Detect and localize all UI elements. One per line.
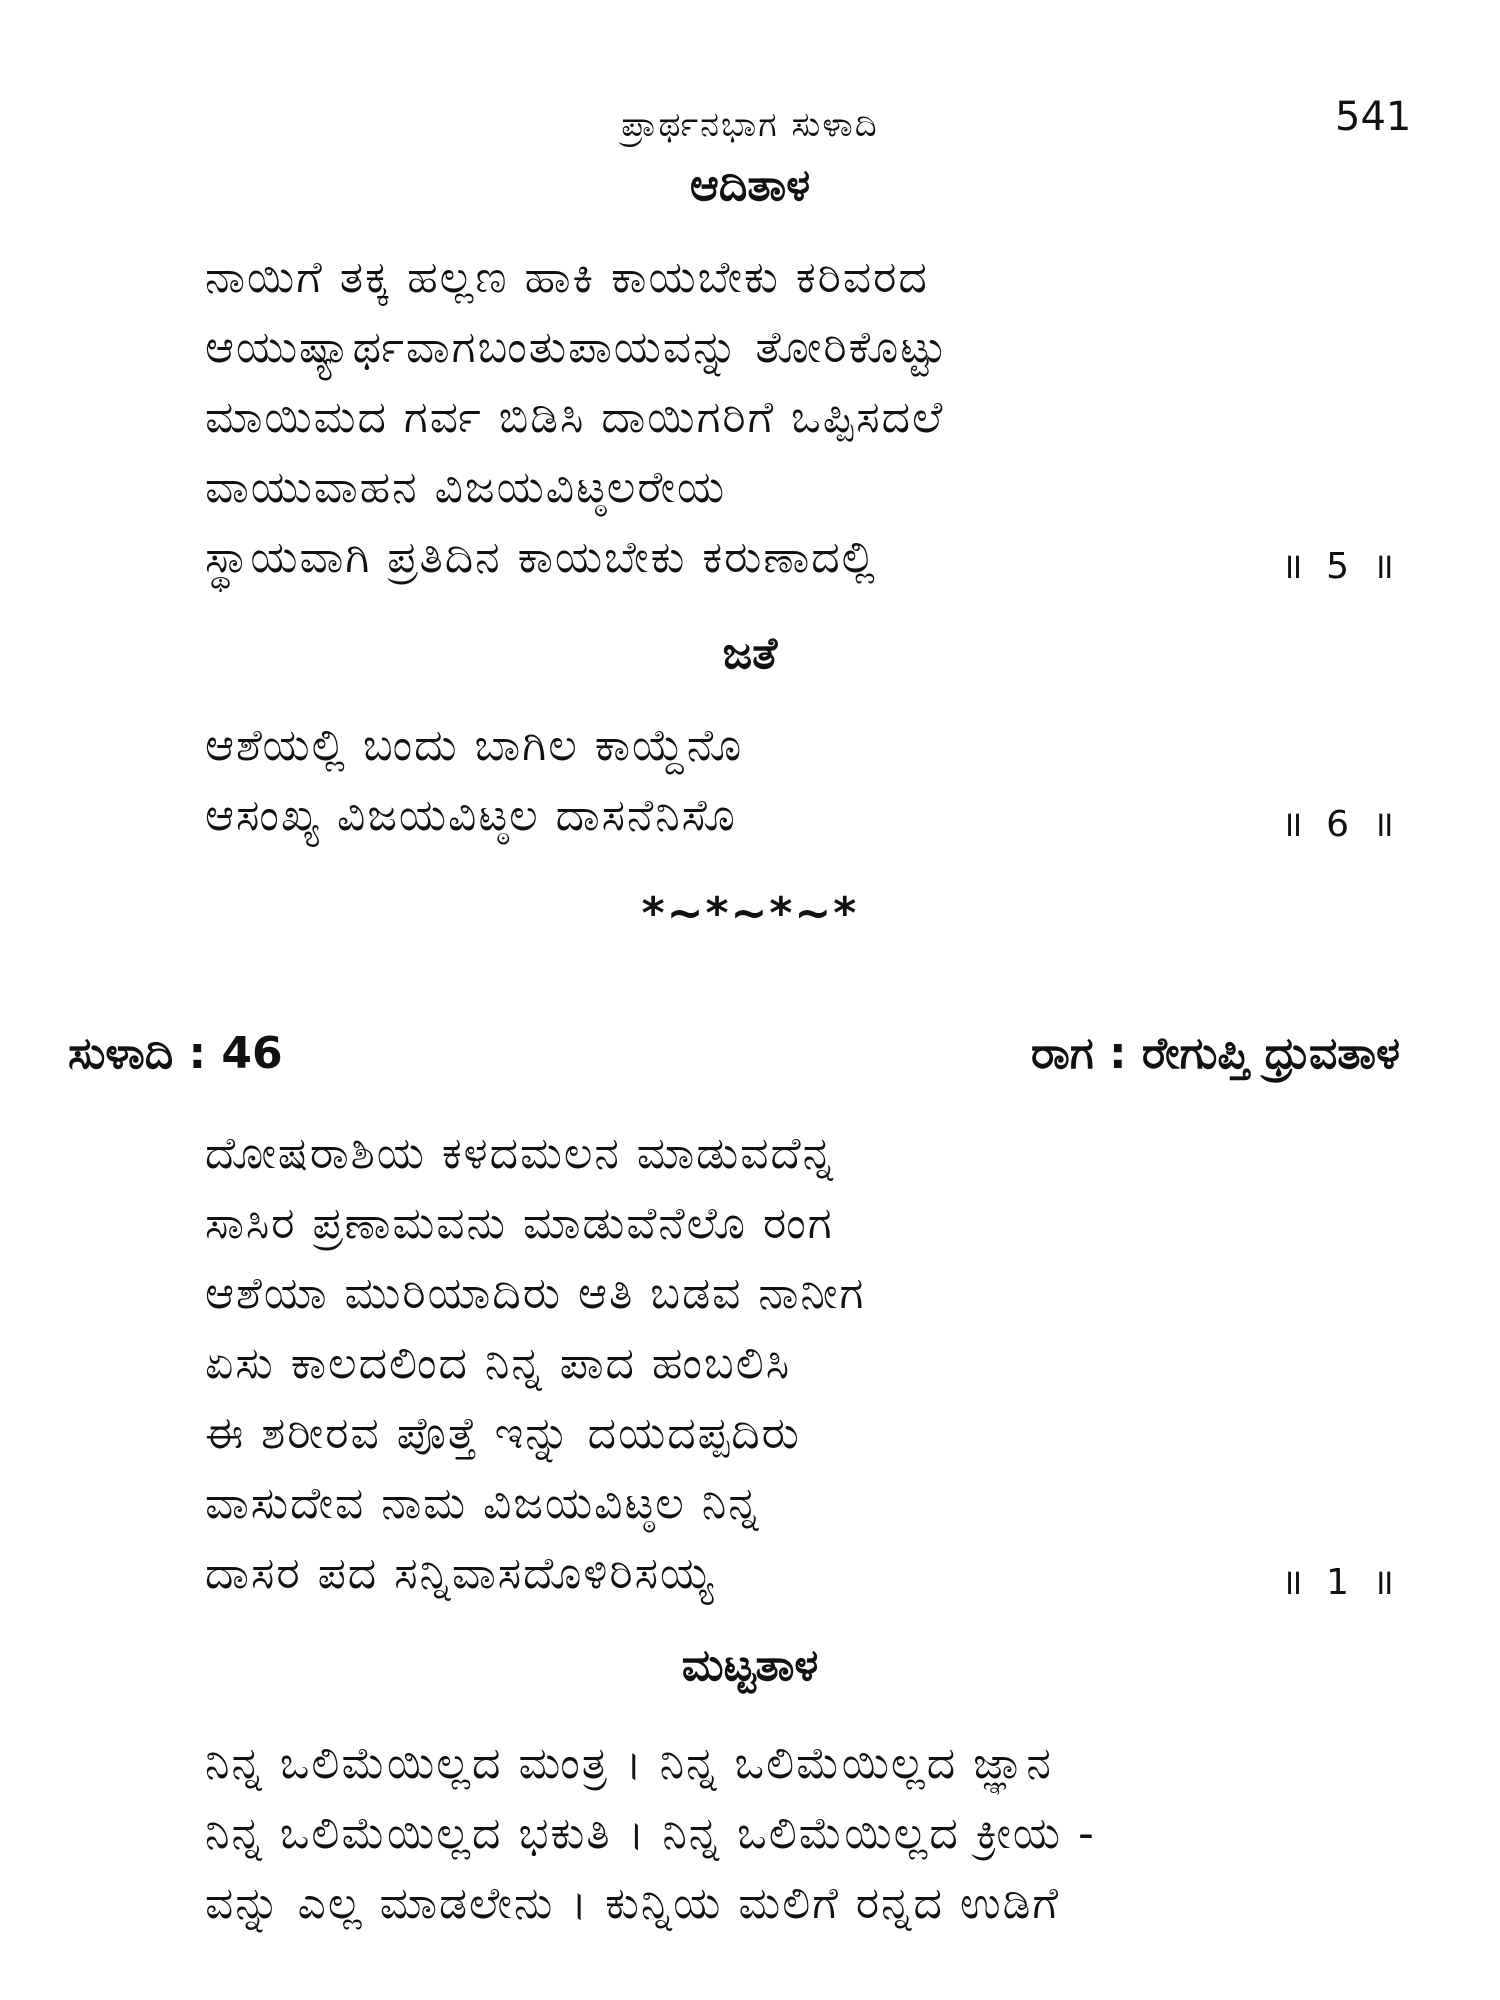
verse-number-mark: ॥ 5 ॥ <box>1281 546 1400 587</box>
verse-line: ನಿನ್ನ ಒಲಿಮೆಯಿಲ್ಲದ ಭಕುತಿ । ನಿನ್ನ ಒಲಿಮೆಯಿಲ್ಲದ ಕ್ರೀಯ - <box>205 1808 1096 1859</box>
section-heading-aditala: ಆದಿತಾಳ <box>689 160 811 211</box>
suladi-number-label: ಸುಳಾದಿ : 46 <box>68 1028 283 1079</box>
verse-line: ಸ್ಥಾಯವಾಗಿ ಪ್ರತಿದಿನ ಕಾಯಬೇಕು ಕರುಣಾದಲ್ಲಿ <box>205 532 877 583</box>
section-separator: *~*~*~* <box>641 888 859 939</box>
verse-line: ವಾಸುದೇವ ನಾಮ ವಿಜಯವಿಟ್ಠಲ ನಿನ್ನ <box>205 1478 761 1529</box>
verse-number-mark: ॥ 6 ॥ <box>1281 804 1400 845</box>
verse-line: ನಿನ್ನ ಒಲಿಮೆಯಿಲ್ಲದ ಮಂತ್ರ । ನಿನ್ನ ಒಲಿಮೆಯಿಲ್ಲದ ಜ್ಞಾನ <box>205 1738 1053 1789</box>
verse-line: ದೋಷರಾಶಿಯ ಕಳದಮಲನ ಮಾಡುವದೆನ್ನ <box>205 1128 836 1179</box>
verse-line: ಮಾಯಿಮದ ಗರ್ವ ಬಿಡಿಸಿ ದಾಯಿಗರಿಗೆ ಒಪ್ಪಿಸದಲೆ <box>205 392 945 443</box>
verse-line: ನಾಯಿಗೆ ತಕ್ಕ ಹಲ್ಲಣ ಹಾಕಿ ಕಾಯಬೇಕು ಕರಿವರದ <box>205 252 929 303</box>
verse-line: ಸಾಸಿರ ಪ್ರಣಾಮವನು ಮಾಡುವೆನೆಲೊ ರಂಗ <box>205 1198 834 1249</box>
page-header-title: ಪ್ರಾರ್ಥನಭಾಗ ಸುಳಾದಿ <box>621 105 879 145</box>
verse-line: ಆಯುಷ್ಯಾರ್ಥವಾಗಬಂತುಪಾಯವನ್ನು ತೋರಿಕೊಟ್ಟು <box>205 322 949 373</box>
verse-number-mark: ॥ 1 ॥ <box>1281 1562 1400 1603</box>
verse-line: ಆಶೆಯಾ ಮುರಿಯಾದಿರು ಆತಿ ಬಡವ ನಾನೀಗ <box>205 1268 866 1319</box>
verse-line: ವನ್ನು ಎಲ್ಲ ಮಾಡಲೇನು । ಕುನ್ನಿಯ ಮಲಿಗೆ ರನ್ನದ ಉಡಿಗೆ <box>205 1878 1060 1929</box>
section-heading-mattatala: ಮಟ್ಟತಾಳ <box>681 1640 819 1691</box>
page-number: 541 <box>1335 94 1412 140</box>
verse-line: ಏಸು ಕಾಲದಲಿಂದ ನಿನ್ನ ಪಾದ ಹಂಬಲಿಸಿ <box>205 1338 792 1389</box>
raga-tala-label: ರಾಗ : ರೇಗುಪ್ತಿ ಧ್ರುವತಾಳ <box>1031 1028 1400 1079</box>
verse-line: ದಾಸರ ಪದ ಸನ್ನಿವಾಸದೊಳಿರಿಸಯ್ಯ <box>205 1548 716 1599</box>
section-heading-jate: ಜತೆ <box>722 628 778 679</box>
verse-line: ವಾಯುವಾಹನ ವಿಜಯವಿಟ್ಠಲರೇಯ <box>205 462 727 513</box>
verse-line: ಆಶೆಯಲ್ಲಿ ಬಂದು ಬಾಗಿಲ ಕಾಯ್ದೆನೊ <box>205 720 744 771</box>
verse-line: ಈ ಶರೀರವ ಪೊತ್ತೆ ಇನ್ನು ದಯದಪ್ಪದಿರು <box>205 1408 801 1459</box>
verse-line: ಆಸಂಖ್ಯ ವಿಜಯವಿಟ್ಠಲ ದಾಸನೆನಿಸೊ <box>205 790 737 841</box>
